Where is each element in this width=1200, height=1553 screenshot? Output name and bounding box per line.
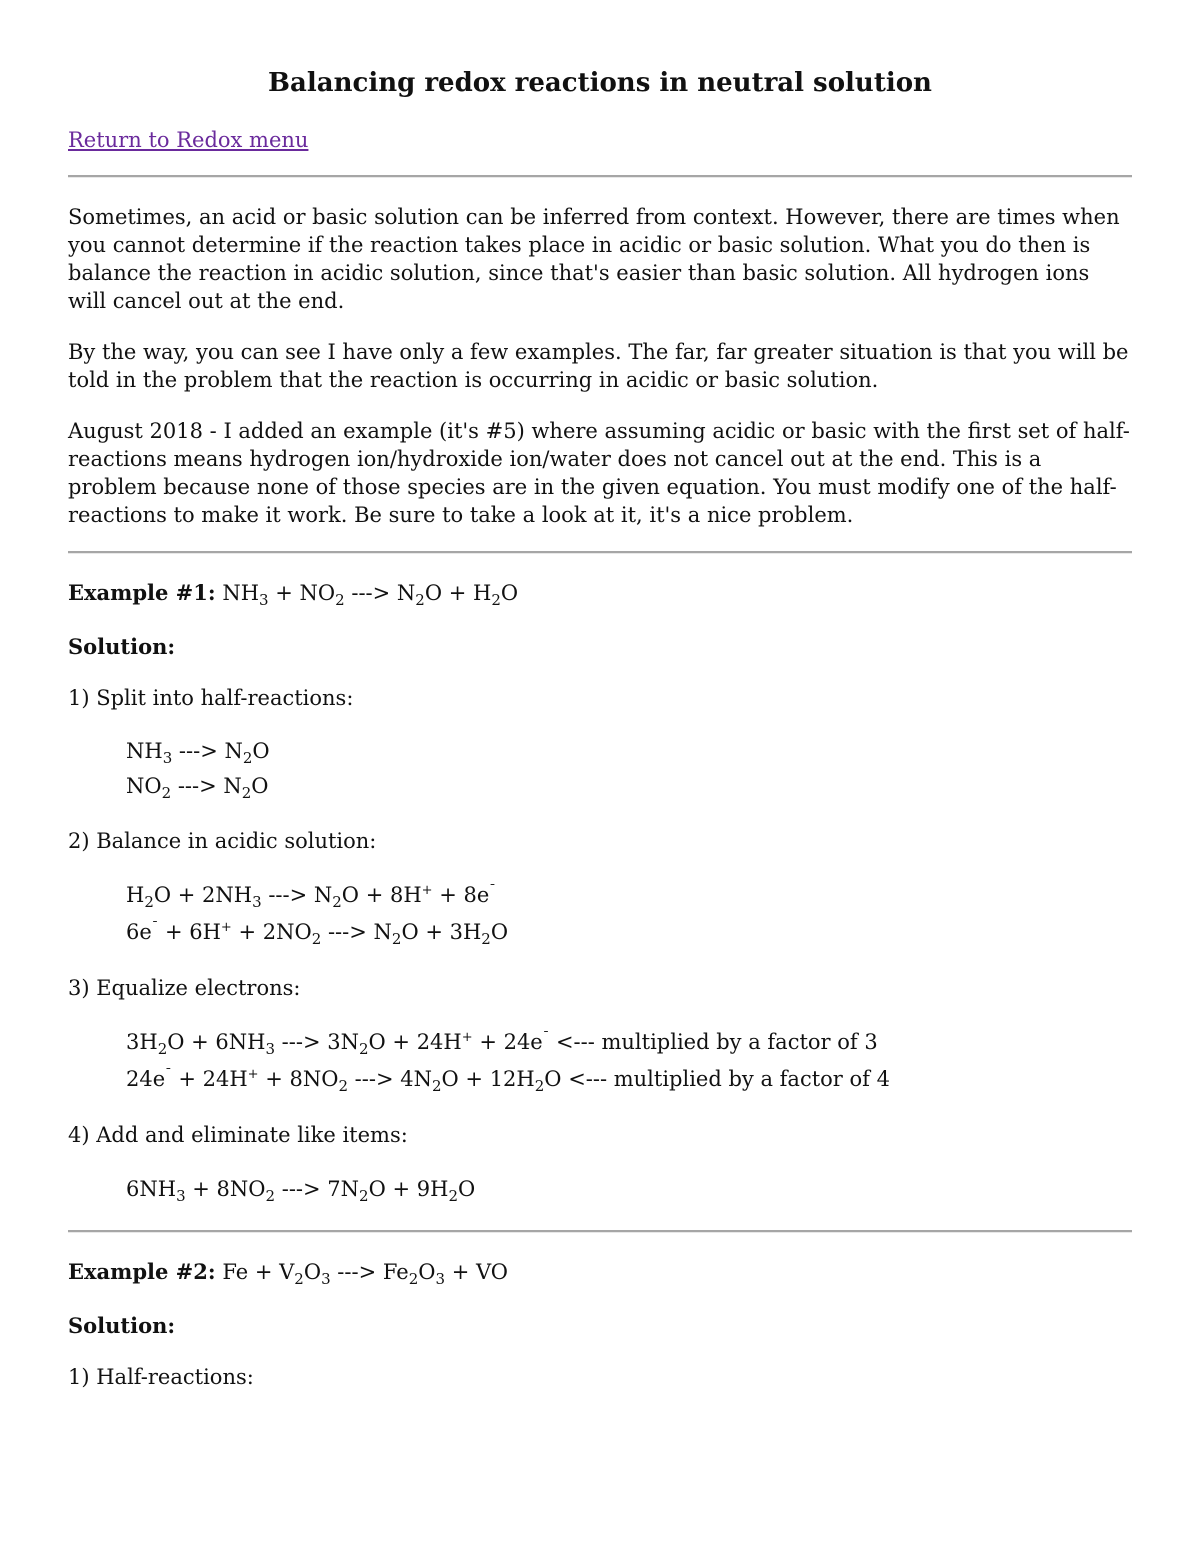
divider (68, 551, 1132, 554)
factor-note: <--- multiplied by a factor of 3 (555, 1030, 878, 1054)
page-title: Balancing redox reactions in neutral solution (268, 68, 932, 98)
equation: $NH_3$ ---> $N_2O$ (126, 739, 270, 767)
equation: $3H_2O + 6NH_3$ ---> $3N_2O + 24H^+ + 24e^¯$ <--- multiplied by a factor of 3 (126, 1030, 878, 1058)
example-1-step-1-equations (126, 734, 1132, 804)
equation: $H_2O + 2NH_3$ ---> $N_2O + 8H^+ + 8e^¯$ (126, 883, 496, 911)
example-2-label: Example #2: (68, 1259, 216, 1284)
example-1-label: Example #1: (68, 580, 216, 605)
equation: $24e^¯ + 24H^+ + 8NO_2$ ---> $4N_2O + 12H_2O$ <--- multiplied by a factor of 4 (126, 1067, 890, 1095)
example-1-step-1: 1) Split into half-reactions: (68, 686, 354, 710)
factor-note: <--- multiplied by a factor of 4 (568, 1067, 890, 1091)
example-2-step-1: 1) Half-reactions: (68, 1365, 254, 1389)
divider (68, 1230, 1132, 1233)
example-2-title: Example #2: $Fe + V_2O_3$ ---> $Fe_2O_3$ + VO (68, 1259, 508, 1288)
example-1-step-3: 3) Equalize electrons: (68, 976, 301, 1000)
intro-paragraph-1: Sometimes, an acid or basic solution can be inferred from context. However, there are times when you cannot determine if the reaction takes place in acidic or basic solution. What you do then is balance the reaction in acidic solution, since that's easier than basic solution. All hydrogen ions will cancel out at the end. (68, 205, 1120, 313)
example-1-title: Example #1: $NH_3 + NO_2$ ---> $N_2O + H_2O$ (68, 580, 519, 609)
example-1-step-4: 4) Add and eliminate like items: (68, 1123, 408, 1147)
example-1-step-4-equations (126, 1171, 1132, 1208)
equation: $NO_2$ ---> $N_2O$ (126, 774, 269, 802)
divider (68, 175, 1132, 178)
intro-paragraph-3: August 2018 - I added an example (it's #5) where assuming acidic or basic with the first set of half-reactions means hydrogen ion/hydroxide ion/water does not cancel out at the end. This is a problem because none of those species are in the given equation. You must modify one of the half-reactions to make it work. Be sure to take a look at it, it's a nice problem. (68, 419, 1130, 527)
example-1-step-3-equations (126, 1024, 1132, 1098)
equation: $6NH_3 + 8NO_2$ ---> $7N_2O + 9H_2O$ (126, 1177, 476, 1205)
example-1-solution-label: Solution: (68, 634, 176, 659)
example-1-step-2: 2) Balance in acidic solution: (68, 829, 377, 853)
example-1-step-2-equations (126, 877, 1132, 951)
example-2-solution-label: Solution: (68, 1313, 176, 1338)
intro-paragraph-2: By the way, you can see I have only a few examples. The far, far greater situation is that you will be told in the problem that the reaction is occurring in acidic or basic solution. (68, 340, 1129, 392)
equation: $6e^¯ + 6H^+ + 2NO_2$ ---> $N_2O + 3H_2O$ (126, 920, 509, 948)
return-to-redox-menu-link[interactable]: Return to Redox menu (68, 128, 309, 152)
